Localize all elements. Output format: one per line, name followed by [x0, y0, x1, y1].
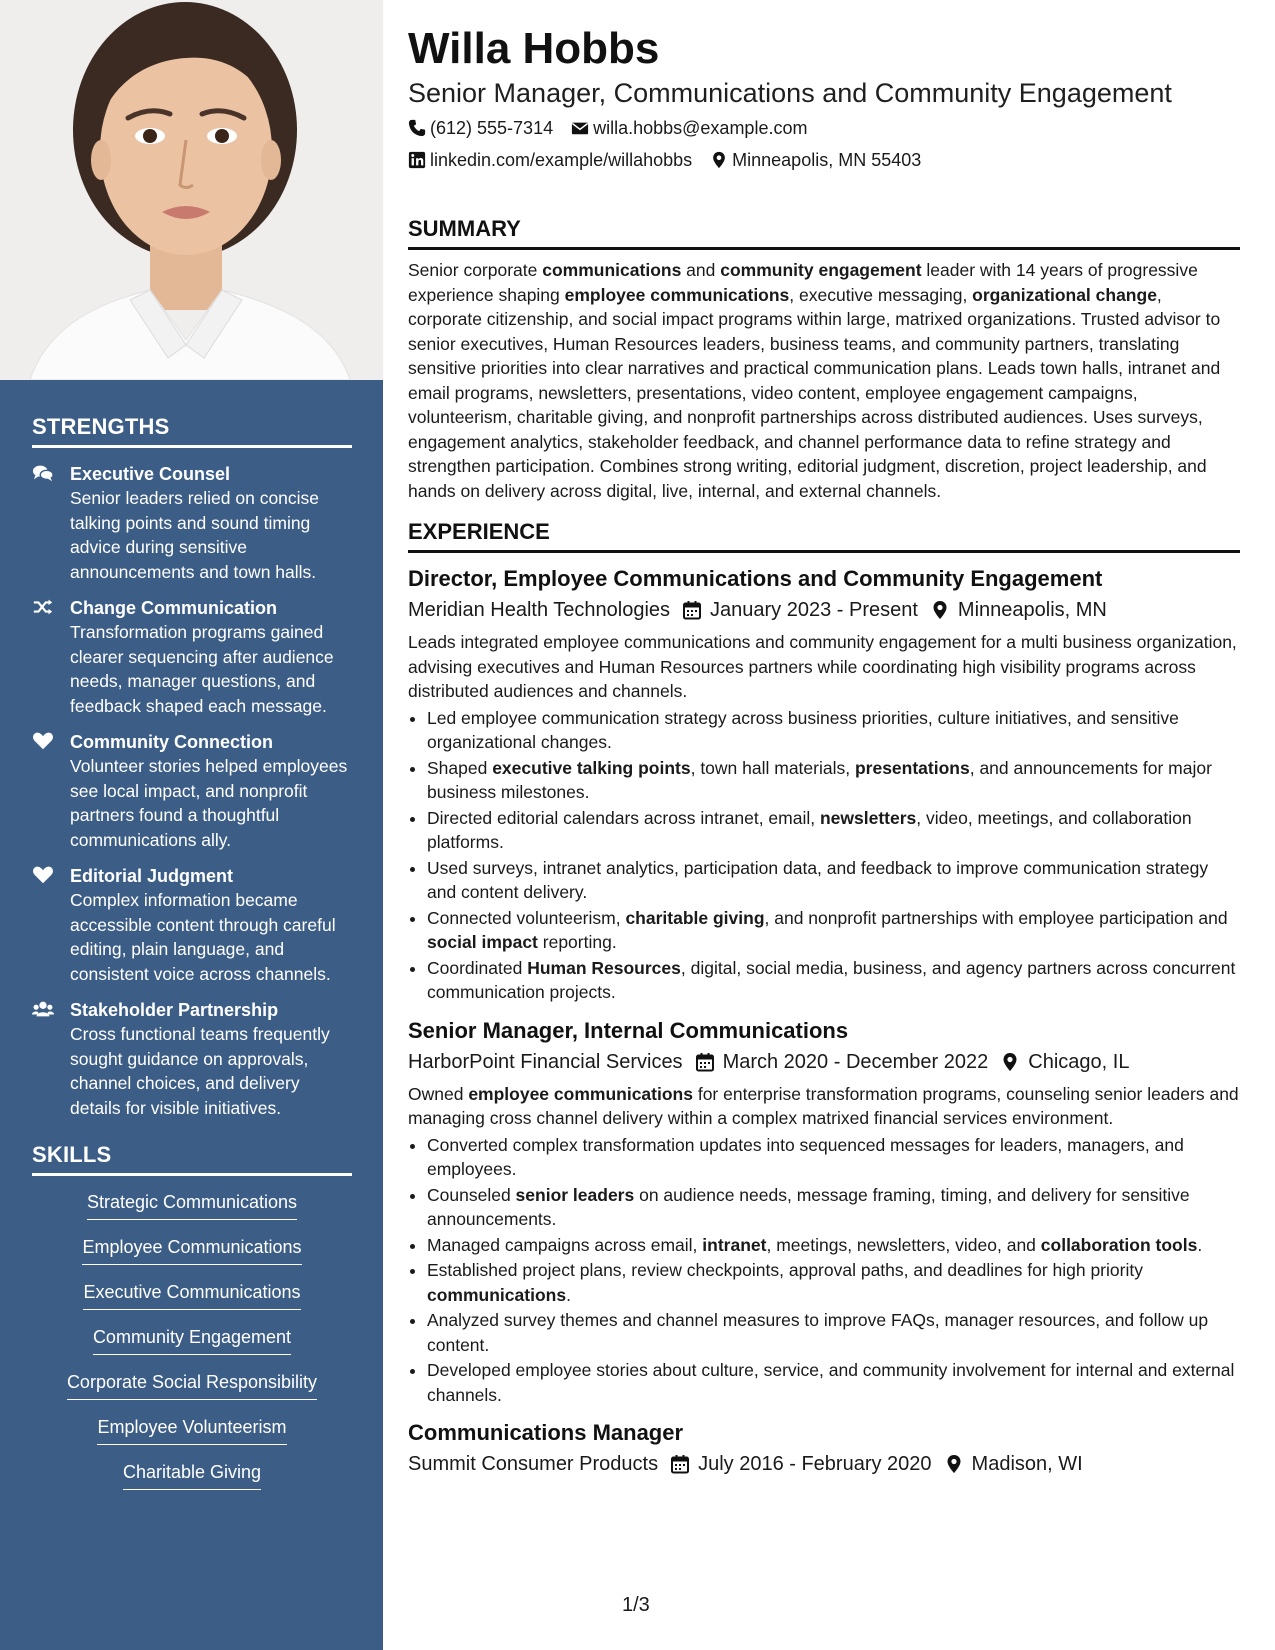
- job-location: Chicago, IL: [1028, 1050, 1130, 1073]
- skill-item: Employee Communications: [82, 1235, 301, 1265]
- bold-keyword: charitable giving: [625, 907, 765, 928]
- sidebar: [0, 0, 383, 1650]
- strength-title: Change Communication: [70, 598, 278, 618]
- email-address: willa.hobbs@example.com: [593, 118, 808, 138]
- contact-info: [408, 114, 1240, 174]
- calendar-icon: [670, 1454, 698, 1474]
- job-bullets: [408, 1133, 1240, 1408]
- strength-title: Stakeholder Partnership: [70, 1000, 279, 1020]
- candidate-name: Willa Hobbs: [408, 24, 660, 73]
- strength-desc: Complex information became accessible content through careful editing, plain language, and consistent voice across channels.: [70, 890, 336, 984]
- skill-item: Employee Volunteerism: [97, 1415, 286, 1445]
- job-location: Madison, WI: [971, 1453, 1083, 1475]
- heart-icon: [32, 731, 56, 751]
- skill-item: Executive Communications: [83, 1280, 300, 1310]
- calendar-icon: [695, 1052, 723, 1072]
- profile-photo: [0, 0, 383, 380]
- skill-item: Corporate Social Responsibility: [67, 1370, 317, 1400]
- job-title: Communications Manager: [408, 1420, 684, 1445]
- strength-item: [32, 730, 352, 852]
- bold-keyword: senior leaders: [515, 1184, 635, 1205]
- strength-item: [32, 596, 352, 718]
- job-bullet: • Connected volunteerism, charitable giving, and nonprofit partnerships with employee participation and social impact reporting.: [427, 906, 1240, 955]
- job-entry: [408, 565, 1240, 1005]
- experience-heading: EXPERIENCE: [408, 519, 1240, 553]
- map-pin-icon: [710, 151, 728, 169]
- page-indicator: 1/3: [622, 1594, 650, 1616]
- job-dates-wrap: [682, 595, 918, 625]
- map-pin-icon: [1000, 1052, 1028, 1072]
- chat-bubbles-icon: [32, 463, 56, 483]
- skills-list: [32, 1190, 352, 1505]
- skill-item: Charitable Giving: [123, 1460, 261, 1490]
- job-dates-wrap: [670, 1449, 931, 1479]
- job-bullet: • Analyzed survey themes and channel measures to improve FAQs, manager resources, and follow up content.: [427, 1308, 1240, 1357]
- strengths-heading: STRENGTHS: [32, 414, 352, 448]
- bold-keyword: executive talking points: [492, 757, 691, 778]
- job-bullet: • Developed employee stories about culture, service, and community involvement for internal and external channels.: [427, 1358, 1240, 1407]
- job-entry: [408, 1419, 1240, 1479]
- job-bullet: • Managed campaigns across email, intranet, meetings, newsletters, video, and collaboration tools.: [427, 1233, 1240, 1258]
- linkedin-icon: [408, 151, 426, 169]
- strength-item: [32, 998, 352, 1120]
- job-meta: [408, 595, 1240, 625]
- strength-title: Community Connection: [70, 732, 273, 752]
- bold-keyword: community engagement: [720, 260, 922, 280]
- map-pin-icon: [944, 1454, 972, 1474]
- job-company: Meridian Health Technologies: [408, 599, 671, 621]
- shuffle-icon: [32, 597, 56, 617]
- job-entry: [408, 1017, 1240, 1408]
- experience-list: [408, 565, 1240, 1479]
- heart-icon: [32, 865, 56, 885]
- phone-icon: [408, 119, 426, 137]
- main-content: [408, 22, 1240, 1479]
- job-location-wrap: [1000, 1047, 1129, 1077]
- summary-text: Senior corporate communications and community engagement leader with 14 years of progressive experience shaping employee communications, executive messaging, organizational change, corporate citizenship, and social impact programs within large, matrixed organizations. Trusted advisor to senior executives, Human Resources leaders, business teams, and community partners, translating sensitive priorities into clear narratives and practical communication plans. Leads town halls, intranet and email programs, newsletters, presentations, video content, employee engagement campaigns, volunteerism, charitable giving, and nonprofit partnerships across distributed audiences. Uses surveys, engagement analytics, stakeholder feedback, and channel performance data to refine strategy and strengthen participation. Combines strong writing, editorial judgment, discretion, project leadership, and hands on delivery across digital, live, internal, and external channels.: [408, 260, 1221, 501]
- bold-keyword: intranet: [702, 1234, 767, 1255]
- strength-desc: Senior leaders relied on concise talking points and sound timing advice during sensitive announcements and town halls.: [70, 488, 320, 582]
- envelope-icon: [571, 119, 589, 137]
- linkedin-contact[interactable]: [408, 146, 692, 174]
- job-bullet: • Led employee communication strategy across business priorities, culture initiatives, and sensitive organizational changes.: [427, 706, 1240, 755]
- email-contact[interactable]: [571, 114, 807, 142]
- bold-keyword: presentations: [854, 757, 970, 778]
- job-company: HarborPoint Financial Services: [408, 1050, 683, 1073]
- phone-number: (612) 555-7314: [430, 118, 554, 138]
- users-icon: [32, 999, 56, 1019]
- bold-keyword: communications: [427, 1284, 567, 1305]
- job-location: Minneapolis, MN: [957, 599, 1107, 621]
- bold-keyword: employee communications: [468, 1083, 693, 1104]
- calendar-icon: [682, 600, 710, 620]
- job-description: Owned employee communications for enterprise transformation programs, counseling senior leaders and managing cross channel delivery within a complex matrixed financial services environment.: [408, 1083, 1239, 1128]
- job-location-wrap: [930, 595, 1107, 625]
- bold-keyword: social impact: [427, 932, 538, 952]
- job-location-wrap: [944, 1449, 1083, 1479]
- map-pin-icon: [930, 600, 958, 620]
- bold-keyword: communications: [542, 260, 682, 280]
- job-bullet: • Counseled senior leaders on audience needs, message framing, timing, and delivery for sensitive announcements.: [427, 1183, 1240, 1232]
- job-title: Director, Employee Communications and Community Engagement: [408, 566, 1103, 591]
- skills-heading: SKILLS: [32, 1142, 352, 1176]
- skill-item: Strategic Communications: [87, 1190, 297, 1220]
- job-bullets: [408, 706, 1240, 1005]
- job-meta: [408, 1449, 1240, 1479]
- job-bullet: • Directed editorial calendars across intranet, email, newsletters, video, meetings, and collaboration platforms.: [427, 806, 1240, 855]
- location-text: Minneapolis, MN 55403: [732, 150, 922, 170]
- job-bullet: • Established project plans, review checkpoints, approval paths, and deadlines for high priority communications.: [427, 1258, 1240, 1307]
- bold-keyword: organizational change: [972, 284, 1157, 305]
- job-bullet: • Coordinated Human Resources, digital, social media, business, and agency partners across concurrent communication projects.: [427, 956, 1240, 1005]
- strength-desc: Cross functional teams frequently sought guidance on approvals, channel choices, and delivery details for visible initiatives.: [70, 1024, 330, 1118]
- job-dates: March 2020 - December 2022: [722, 1050, 989, 1073]
- bold-keyword: Human Resources: [527, 957, 681, 978]
- job-bullet: • Used surveys, intranet analytics, participation data, and feedback to improve communication strategy and content delivery.: [427, 856, 1240, 905]
- summary-heading: SUMMARY: [408, 216, 1240, 250]
- bold-keyword: newsletters: [819, 807, 917, 828]
- strength-desc: Transformation programs gained clearer sequencing after audience needs, manager questions, and feedback shaped each message.: [70, 622, 334, 716]
- job-meta: [408, 1047, 1240, 1077]
- bold-keyword: employee communications: [564, 284, 790, 305]
- skill-item: Community Engagement: [93, 1325, 291, 1355]
- phone-contact[interactable]: [408, 114, 553, 142]
- strength-item: [32, 462, 352, 584]
- bold-keyword: collaboration tools: [1040, 1234, 1198, 1255]
- strength-title: Editorial Judgment: [70, 866, 234, 886]
- location-contact: [710, 146, 921, 174]
- job-dates-wrap: [695, 1047, 989, 1077]
- strength-item: [32, 864, 352, 986]
- job-bullet: • Shaped executive talking points, town hall materials, presentations, and announcements for major business milestones.: [427, 756, 1240, 805]
- linkedin-url: linkedin.com/example/willahobbs: [430, 150, 693, 170]
- strength-desc: Volunteer stories helped employees see local impact, and nonprofit partners found a thoughtful communications ally.: [70, 756, 348, 850]
- job-bullet: • Converted complex transformation updates into sequenced messages for leaders, managers, and employees.: [427, 1133, 1240, 1182]
- job-title: Senior Manager, Internal Communications: [408, 1017, 849, 1043]
- job-dates: July 2016 - February 2020: [698, 1453, 932, 1475]
- candidate-title: Senior Manager, Communications and Community Engagement: [408, 78, 1172, 108]
- job-description: Leads integrated employee communications and community engagement for a multi business organization, advising executives and Human Resources partners while coordinating high visibility programs across distributed audiences and channels.: [408, 632, 1237, 701]
- job-company: Summit Consumer Products: [408, 1453, 659, 1475]
- strength-title: Executive Counsel: [70, 464, 231, 484]
- job-dates: January 2023 - Present: [710, 599, 918, 621]
